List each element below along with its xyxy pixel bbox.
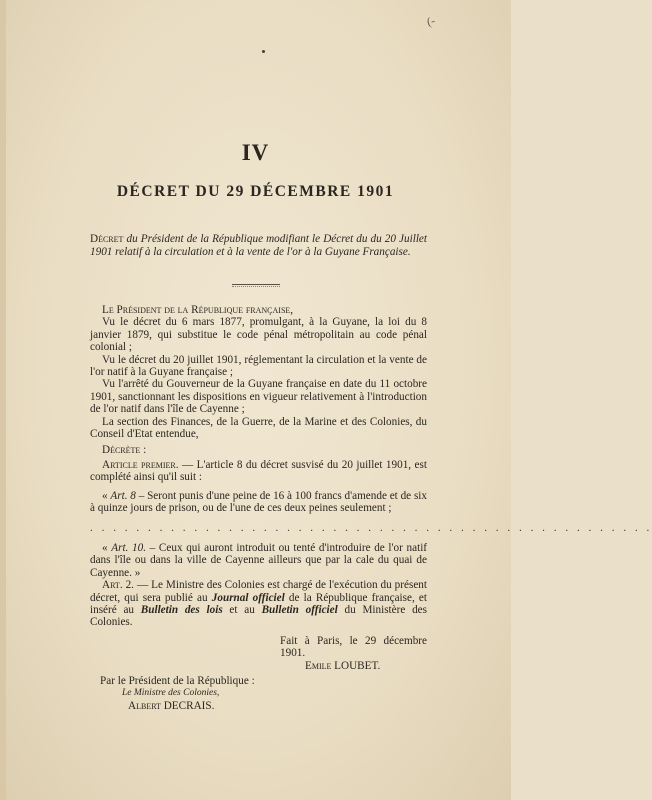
article-2 (90, 579, 427, 629)
decrete-line: Décrète : (102, 444, 147, 457)
signature-loubet: Emile LOUBET. (305, 659, 381, 672)
signature-decrais: Albert DECRAIS. (128, 699, 215, 712)
bulletin-des-lois: Bulletin des lois (140, 603, 223, 616)
article-2-text: du Ministère des Colonies. (90, 603, 427, 629)
article-2-text: et au (222, 603, 262, 616)
art-10-label: Art. 10. (111, 541, 147, 554)
page-edge (0, 0, 6, 800)
art-8-label: Art. 8 (110, 489, 136, 502)
art-8-text: – Seront punis d'une peine de 16 à 100 francs d'amende et de six à quinze jours de prison, ou de l'une de ces deux peines seulement ; (90, 489, 428, 515)
ink-dot (262, 50, 265, 53)
article-1 (90, 459, 427, 484)
quote-open: « (102, 541, 112, 554)
considerant-4: La section des Finances, de la Guerre, de la Marine et des Colonies, du Conseil d'Etat entendue, (90, 415, 427, 441)
decree-body (90, 304, 652, 712)
summary-lead: Décret (90, 233, 124, 245)
journal-officiel: Journal officiel (211, 591, 285, 604)
page-title: DÉCRET DU 29 DÉCEMBRE 1901 (116, 183, 395, 200)
divider-rule-dotted (232, 286, 280, 287)
par-president: Par le Président de la République : (100, 674, 255, 687)
article-1-text: — L'article 8 du décret susvisé du 20 juillet 1901, est complété ainsi qu'il suit : (90, 458, 427, 484)
art-10-text: – Ceux qui auront introduit ou tenté d'introduire de l'or natif dans l'île ou dans la ville de Cayenne ailleurs que par la cale du quai de Cayenne. » (90, 541, 428, 579)
summary-text: du Président de la République modifiant le Décret du du 20 Juillet 1901 relatif à la circulation et à la vente de l'or à la Guyane Française. (90, 233, 428, 258)
quote-open: « (102, 489, 111, 502)
decree-summary (90, 233, 427, 258)
article-2-text: — Le Ministre des Colonies est chargé de l'exécution du présent décret, qui sera publié au (90, 579, 427, 604)
art-8 (90, 490, 427, 515)
article-2-text: de la République française, et inséré au (90, 591, 428, 616)
considerant-2: Vu le décret du 20 juillet 1901, réglementant la circulation et la vente de l'or natif à la Guyane française ; (90, 353, 427, 379)
president-line: Le Président de la République française, (102, 304, 294, 316)
page-mark: (- (425, 13, 437, 29)
article-1-label: Article premier. (102, 458, 179, 471)
art-10 (90, 542, 427, 579)
ellipsis-dots: . . . . . . . . . . . . . . . . . . . . . . . . . . . . . . . . . . . . . . . . . . . . . . . . . (90, 521, 652, 534)
bulletin-officiel: Bulletin officiel (261, 603, 338, 616)
date-place: Fait à Paris, le 29 décembre 1901. (280, 634, 427, 660)
considerant-1: Vu le décret du 6 mars 1877, promulgant, à la Guyane, la loi du 8 janvier 1879, qui substitue le code pénal métropolitain au code pénal colonial ; (90, 316, 427, 354)
divider-rule (232, 284, 280, 285)
article-2-label: Art. 2. (102, 579, 134, 592)
minister-title: Le Ministre des Colonies, (122, 688, 220, 699)
section-numeral: IV (241, 140, 270, 165)
considerant-3: Vu l'arrêté du Gouverneur de la Guyane française en date du 11 octobre 1901, sanctionnant les dispositions en vigueur relativement à l'introduction de l'or natif dans l'île de Cayenne ; (90, 378, 427, 416)
